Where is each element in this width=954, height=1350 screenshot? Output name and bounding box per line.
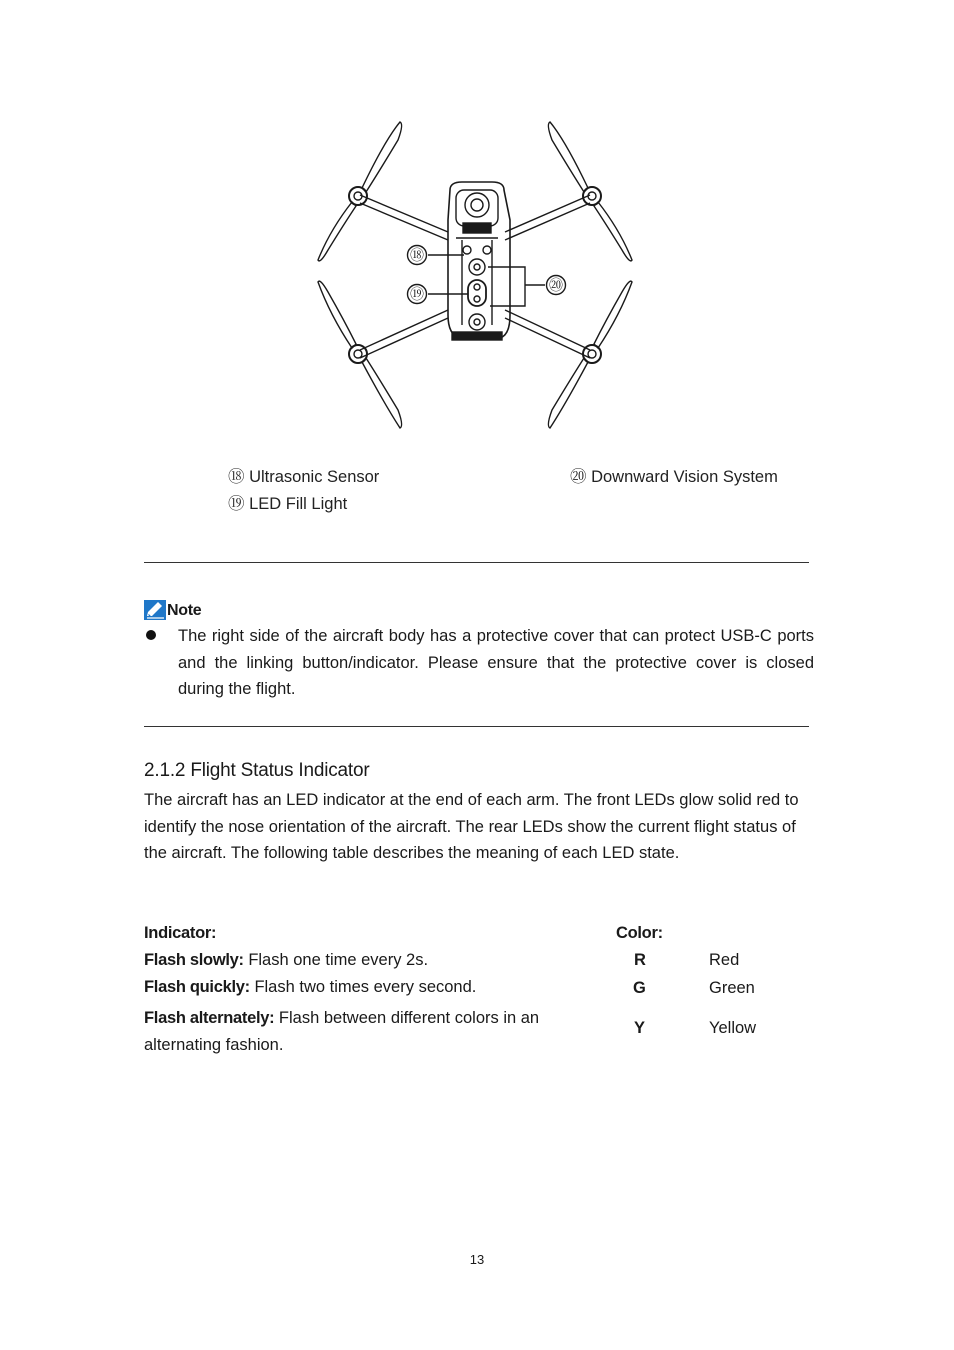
note-header — [144, 594, 201, 620]
indicator-term: Flash slowly: — [144, 951, 244, 969]
note-title: Note — [167, 602, 202, 619]
note-bottom-divider — [144, 726, 809, 727]
indicator-row-flash-quickly — [144, 978, 476, 997]
color-name-red: Red — [709, 951, 740, 969]
indicator-desc: Flash between different colors in an alternating fashion. — [144, 1009, 540, 1054]
aircraft-bottom-diagram — [300, 110, 650, 440]
page-number: 13 — [469, 1252, 485, 1267]
callout-19: ⑲ — [410, 287, 424, 303]
color-code-yellow: Y — [634, 1019, 645, 1037]
indicator-header: Indicator: — [144, 924, 217, 942]
indicator-row-flash-slowly — [144, 951, 428, 970]
indicator-row-flash-alternately — [144, 1005, 584, 1058]
indicator-desc: Flash one time every 2s. — [248, 951, 429, 969]
indicator-term: Flash quickly: — [144, 978, 250, 996]
note-top-divider — [144, 562, 809, 563]
indicator-desc: Flash two times every second. — [254, 978, 477, 996]
legend-item-downward-vision-system: ⑳ Downward Vision System — [570, 468, 778, 486]
color-name-green: Green — [709, 979, 755, 997]
legend-item-ultrasonic-sensor: ⑱ Ultrasonic Sensor — [228, 468, 380, 486]
color-code-red: R — [634, 951, 646, 969]
section-intro: The aircraft has an LED indicator at the end of each arm. The front LEDs glow solid red to identify the nose orientation of the aircraft. The rear LEDs show the current flight status of the aircraft. The following table describes the meaning of each LED state. — [144, 791, 799, 863]
indicator-term: Flash alternately: — [144, 1009, 275, 1027]
callout-20: ⑳ — [549, 278, 563, 294]
color-code-green: G — [633, 979, 646, 997]
note-pencil-icon — [144, 600, 166, 620]
bullet-dot — [146, 630, 156, 640]
note-text: The right side of the aircraft body has a protective cover that can protect USB-C ports and the linking button/indicator. Please ensure that the protective cover is closed during the flight. — [178, 627, 814, 699]
color-header: Color: — [616, 924, 663, 942]
legend-item-led-fill-light: ⑲ LED Fill Light — [228, 495, 348, 513]
section-title: 2.1.2 Flight Status Indicator — [144, 760, 370, 781]
callout-18: ⑱ — [410, 248, 424, 264]
color-name-yellow: Yellow — [709, 1019, 757, 1037]
